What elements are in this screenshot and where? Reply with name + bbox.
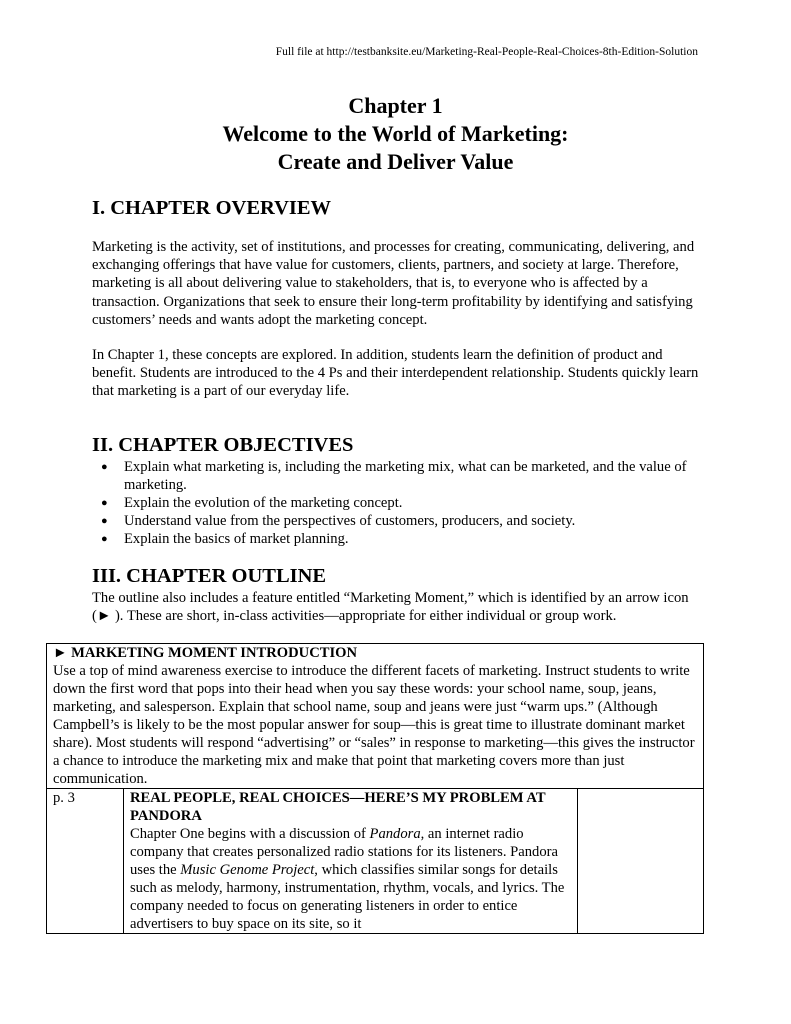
chapter-title-line-1: Welcome to the World of Marketing: <box>222 121 569 146</box>
overview-heading: I. CHAPTER OVERVIEW <box>92 197 332 219</box>
bullet-icon: ● <box>101 515 108 527</box>
outline-heading: III. CHAPTER OUTLINE <box>92 565 327 587</box>
list-item: ● Explain what marketing is, including the marketing mix, what can be marketed, and the value of marketing. <box>101 459 687 493</box>
objectives-heading: II. CHAPTER OBJECTIVES <box>92 434 354 456</box>
bullet-icon: ● <box>101 497 108 509</box>
notes-cell <box>578 789 704 934</box>
bullet-icon: ● <box>101 533 108 545</box>
list-item: ● Explain the basics of market planning. <box>101 531 349 547</box>
real-people-heading: REAL PEOPLE, REAL CHOICES—HERE’S MY PROBLEM AT PANDORA <box>130 790 546 824</box>
content-cell: REAL PEOPLE, REAL CHOICES—HERE’S MY PROBLEM AT PANDORA Chapter One begins with a discussion of Pandora, an internet radio company that creates personalized radio stations for its listeners. Pandora uses the Music Genome Project, which classifies similar songs for details such as melody, harmony, instrumentation, rhythm, vocals, and lyrics. The company needed to focus on generating listeners in order to entice advertisers to buy space on its site, so it <box>124 789 578 934</box>
list-item: ● Explain the evolution of the marketing concept. <box>101 495 403 511</box>
chapter-title-line-2: Create and Deliver Value <box>277 149 514 174</box>
list-item: ● Understand value from the perspectives of customers, producers, and society. <box>101 513 576 529</box>
header-file-link: Full file at http://testbanksite.eu/Marketing-Real-People-Real-Choices-8th-Edition-Solution <box>275 46 698 58</box>
marketing-moment-cell <box>47 644 704 789</box>
overview-paragraph-2: In Chapter 1, these concepts are explored. In addition, students learn the definition of product and benefit. Students are introduced to the 4 Ps and their interdependent relationship. Students quickly learn that marketing is a part of our everyday life. <box>92 347 699 400</box>
table-row <box>47 644 704 789</box>
marketing-moment-title: ► MARKETING MOMENT INTRODUCTION <box>53 645 358 661</box>
chapter-title <box>0 92 791 176</box>
table-row <box>47 789 704 934</box>
overview-paragraph-1: Marketing is the activity, set of institutions, and processes for creating, communicating, delivering, and exchanging offerings that have value for customers, clients, partners, and society at large. Therefore, marketing is all about delivering value to stakeholders, that is, to everyone who is affected by a transaction. Organizations that seek to ensure their long-term profitability by identifying and satisfying customers’ needs and wants adopt the marketing concept. <box>92 239 695 328</box>
page-reference-cell: p. 3 <box>47 789 124 934</box>
outline-table <box>46 643 704 934</box>
bullet-icon: ● <box>101 461 108 473</box>
outline-intro: The outline also includes a feature entitled “Marketing Moment,” which is identified by an arrow icon (► ). These are short, in-class activities—appropriate for either individual or group work. <box>92 590 689 625</box>
chapter-number: Chapter 1 <box>348 93 443 118</box>
marketing-moment-body: Use a top of mind awareness exercise to introduce the different facets of marketing. Instruct students to write down the first word that pops into their head when you say these words: your school name, soup, jeans, marketing, and salesperson. Explain that school name, soup and jeans were just “warm ups.” (Although Campbell’s is likely to be the most popular answer for soup—this is great time to illustrate dominant market share). Most students will respond “advertising” or “sales” in response to marketing—this gives the instructor a chance to introduce the marketing mix and make that point that marketing covers more than just communication. <box>53 663 695 787</box>
objectives-list <box>92 458 702 548</box>
